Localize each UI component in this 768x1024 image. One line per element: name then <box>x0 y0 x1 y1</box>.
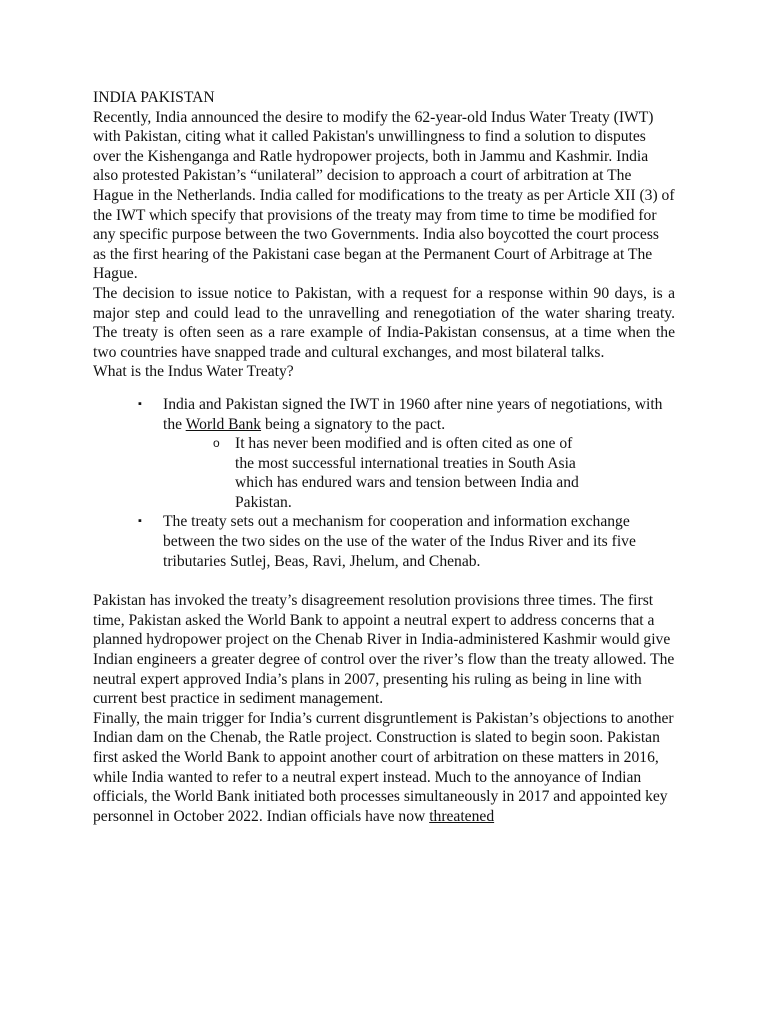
threatened-link[interactable]: threatened <box>429 807 495 825</box>
treaty-bullet-list <box>93 395 675 571</box>
bullet-item-signing <box>163 395 675 513</box>
section-question: What is the Indus Water Treaty? <box>93 363 294 381</box>
bullet-item-mechanism: ▪ The treaty sets out a mechanism for cooperation and information exchange between the two sides on the use of the water of the Indus River and its five tributaries Sutlej, Beas, Ravi, Jhelum, and Chenab. <box>163 512 675 571</box>
intro-paragraph: Recently, India announced the desire to modify the 62-year-old Indus Water Treaty (IWT) with Pakistan, citing what it called Pakistan's unwillingness to find a solution to disputes over the Kishenganga and Ratle hydropower projects, both in Jammu and Kashmir. India also protested Pakistan’s “unilateral” decision to approach a court of arbitration at The Hague in the Netherlands. India called for modifications to the treaty as per Article XII (3) of the IWT which specify that provisions of the treaty may from time to time be modified for any specific purpose between the two Governments. India also boycotted the court process as the first hearing of the Pakistani case began at the Permanent Court of Arbitrage at The Hague. <box>93 108 675 283</box>
world-bank-link[interactable]: World Bank <box>185 415 262 433</box>
sub-bullet-list <box>163 434 595 512</box>
document-page <box>93 88 675 826</box>
final-paragraph-text: Finally, the main trigger for India’s current disgruntlement is Pakistan’s objections to another Indian dam on the Chenab, the Ratle project. Construction is slated to begin soon. Pakistan first asked the World Bank to appoint another court of arbitration on these matters in 2016, while India wanted to refer to a neutral expert instead. Much to the annoyance of Indian officials, the World Bank initiated both processes simultaneously in 2017 and appointed key personnel in October 2022. Indian officials have now <box>93 709 674 825</box>
bullet-text-before-link: India and Pakistan signed the IWT in 1960 after nine years of negotiations, with the <box>163 395 663 433</box>
sub-bullet-item-modification: o It has never been modified and is often cited as one of the most successful international treaties in South Asia which has endured wars and tension between India and Pakistan. <box>235 434 595 512</box>
paragraph-spacer <box>93 571 675 591</box>
final-paragraph <box>93 709 675 827</box>
bullet-text-after-link: being a signatory to the pact. <box>261 415 446 433</box>
document-title: INDIA PAKISTAN <box>93 89 215 106</box>
notice-paragraph: The decision to issue notice to Pakistan, with a request for a response within 90 days, is a major step and could lead to the unravelling and renegotiation of the water sharing treaty. The treaty is often seen as a rare example of India-Pakistan consensus, at a time when the two countries have snapped trade and cultural exchanges, and most bilateral talks. <box>93 284 675 361</box>
disagreement-paragraph: Pakistan has invoked the treaty’s disagreement resolution provisions three times. The first time, Pakistan asked the World Bank to appoint a neutral expert to address concerns that a planned hydropower project on the Chenab River in India-administered Kashmir would give Indian engineers a greater degree of control over the river’s flow than the treaty allowed. The neutral expert approved India’s plans in 2007, presenting his ruling as being in line with current best practice in sediment management. <box>93 592 675 708</box>
